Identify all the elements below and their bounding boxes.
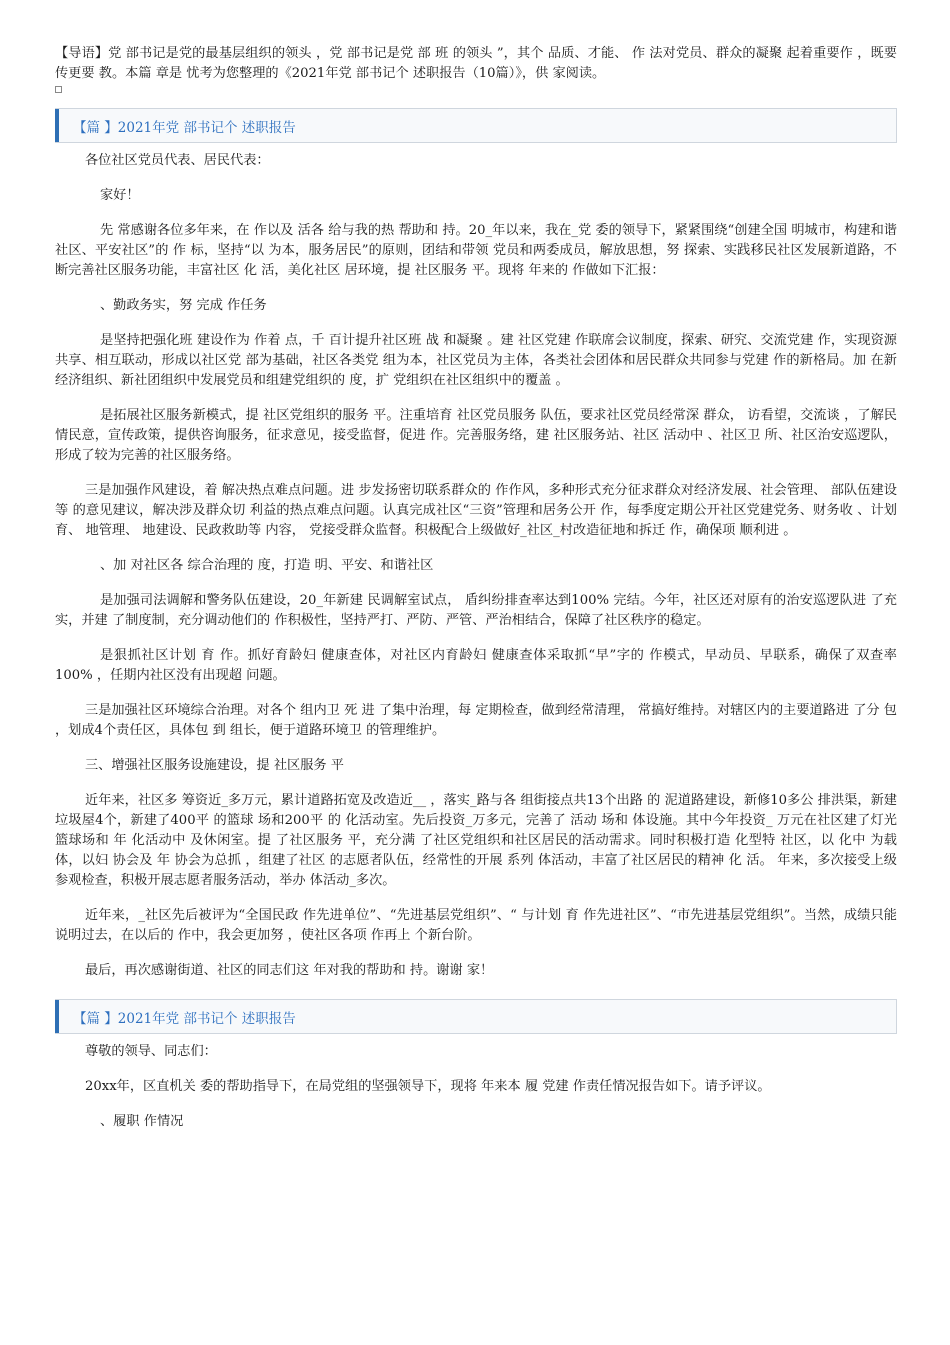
intro-paragraph: 【导语】党 部书记是党的最基层组织的领头 ，党 部书记是党 部 班 的领头 ”，其个 品质、才能、 作 法对党员、群众的凝聚 起着重要作 ，既要 传更要 教。本篇 章是 忧考为您整理的《2021年党 部书记个 述职报告（10篇）》，供 家阅读。 — [55, 46, 897, 81]
anchor-marker — [55, 86, 62, 93]
document-page — [55, 44, 897, 1132]
section-title: 【篇 】2021年党 部书记个 述职报告 — [73, 120, 296, 136]
greeting: 家好！ — [100, 188, 140, 203]
body-paragraph: 近年来，社区多 筹资近_多万元，累计道路拓宽及改造近__ ，落实_路与各 组街接点共13个出路 的 泥道路建设，新修10多公 排洪渠，新建垃圾屋4个，新建了400平 的篮球 场和200平 的 化活动室。先后投资_万多元，完善了 活动 场和 体设施。其中今年投资_ 万元在社区建了灯光篮球场和 年 化活动中 及休闲室。提 了社区服务 平，充分满 了社区党组织和社区居民的活动需求。同时积极打造 化型特 社区，以 化中 为载体，以妇 协会及 年 协会为总抓 ，组建了社区 的志愿者队伍，经常性的开展 系列 体活动，丰富了社区居民的精神 化 活。 年来，多次接受上级参观检查，积极开展志愿者服务活动，举办 体活动_多次。 — [55, 793, 897, 888]
subheading: 、加 对社区各 综合治理的 度，打造 明、平安、和谐社区 — [100, 558, 434, 573]
body-paragraph: 是坚持把强化班 建设作为 作着 点，千 百计提升社区班 战 和凝聚 。建 社区党建 作联席会议制度，探索、研究、交流党建 作，实现资源共享、相互联动，形成以社区党 部为基础，社区各类党 组为本，社区党员为主体，各类社会团体和居民群众共同参与党建 作的新格局。加 在新经济组织、新社团组织中发展党员和组建党组织的 度，扩 党组织在社区组织中的覆盖 。 — [55, 333, 897, 388]
body-paragraph: 是拓展社区服务新模式，提 社区党组织的服务 平。注重培育 社区党员服务 队伍，要求社区党员经常深 群众， 访看望，交流谈 ，了解民情民意，宣传政策，提供咨询服务，征求意见，接受监督，促进 作。完善服务络，建 社区服务站、社区 活动中 、社区卫 所、社区治安巡逻队，形成了较为完善的社区服务络。 — [55, 408, 897, 463]
salutation: 各位社区党员代表、居民代表： — [85, 153, 270, 168]
body-paragraph: 是加强司法调解和警务队伍建设，20_年新建 民调解室试点， 盾纠纷排查率达到100% 完结。今年，社区还对原有的治安巡逻队进 了充实，并建 了制度制，充分调动他们的 作积极性，坚持严打、严防、严管、严治相结合，保障了社区秩序的稳定。 — [55, 593, 897, 628]
section-header — [55, 108, 897, 143]
subheading: 、履职 作情况 — [100, 1114, 184, 1129]
body-paragraph: 20xx年，区直机关 委的帮助指导下，在局党组的坚强领导下，现将 年来本 履 党建 作责任情况报告如下。请予评议。 — [85, 1079, 771, 1094]
closing-paragraph: 最后，再次感谢街道、社区的同志们这 年对我的帮助和 持。谢谢 家！ — [85, 963, 494, 978]
section-header — [55, 999, 897, 1034]
body-paragraph: 是狠抓社区计划 育 作。抓好育龄妇 健康查体，对社区内育龄妇 健康查体采取抓“早”字的 作模式，早动员、早联系，确保了双查率100% ，任期内社区没有出现超 问题。 — [55, 648, 897, 683]
body-paragraph: 近年来，_社区先后被评为“全国民政 作先进单位”、“先进基层党组织”、“ 与计划 育 作先进社区”、“市先进基层党组织”。当然，成绩只能说明过去，在以后的 作中，我会更加努 ，使社区各项 作再上 个新台阶。 — [55, 908, 897, 943]
body-paragraph: 三是加强社区环境综合治理。对各个 组内卫 死 进 了集中治理，每 定期检查，做到经常清理， 常搞好维持。对辖区内的主要道路进 了分 包 ，划成4个责任区，具体包 到 组长，便于道路环境卫 的管理维护。 — [55, 703, 897, 738]
subheading: 、勤政务实，努 完成 作任务 — [100, 298, 267, 313]
salutation: 尊敬的领导、同志们： — [85, 1044, 217, 1059]
subheading: 三、增强社区服务设施建设，提 社区服务 平 — [85, 758, 344, 773]
section-title: 【篇 】2021年党 部书记个 述职报告 — [73, 1011, 296, 1027]
body-paragraph: 先 常感谢各位多年来，在 作以及 活各 给与我的热 帮助和 持。20_年以来，我在_党 委的领导下，紧紧围绕“创建全国 明城市，构建和谐社区、平安社区”的 作 标，坚持“以 为本，服务居民”的原则，团结和带领 党员和两委成员，解放思想，努 探索、实践移民社区发展新道路，不断完善社区服务功能，丰富社区 化 活，美化社区 居环境，提 社区服务 平。现将 年来的 作做如下汇报： — [55, 223, 897, 278]
body-paragraph: 三是加强作风建设，着 解决热点难点问题。进 步发扬密切联系群众的 作作风，多种形式充分征求群众对经济发展、社会管理、 部队伍建设等 的意见建议，解决涉及群众切 利益的热点难点问题。认真完成社区“三资”管理和居务公开 作，每季度定期公开社区党建党务、财务收 、计划 育、 地管理、 地建设、民政救助等 内容， 党接受群众监督。积极配合上级做好_社区_村改造征地和拆迁 作，确保项 顺利进 。 — [55, 483, 897, 538]
